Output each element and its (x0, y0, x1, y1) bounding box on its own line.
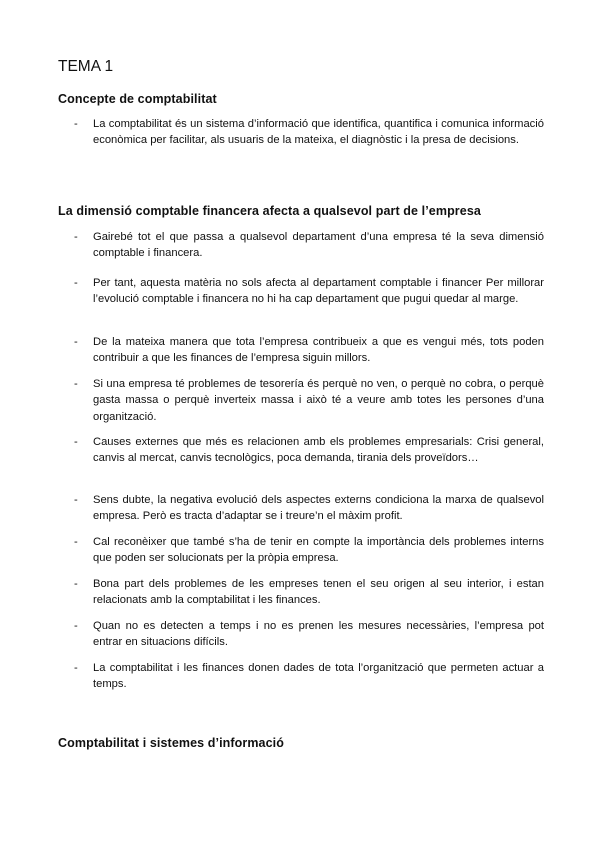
bullet-dash: - (74, 118, 78, 130)
list-item (74, 334, 544, 367)
list-item (74, 434, 544, 467)
list-item (74, 618, 544, 651)
bullet-dash: - (74, 662, 78, 674)
bullet-dash: - (74, 578, 78, 590)
section-heading-sistemes: Comptabilitat i sistemes d’informació (58, 736, 284, 750)
list-item-text: Per tant, aquesta matèria no sols afecta al departament comptable i financer Per millorar l’evolució comptable i financera no hi ha cap departament que pugui quedar al marge. (93, 277, 544, 306)
list-item-text: Sens dubte, la negativa evolució dels aspectes externs condiciona la marxa de qualsevol empresa. Però es tracta d’adaptar se i treure’n el màxim profit. (93, 494, 544, 523)
page-title: TEMA 1 (58, 58, 114, 75)
list-item (74, 492, 544, 525)
list-item (74, 229, 544, 262)
list-item-text: Si una empresa té problemes de tesorería és perquè no ven, o perquè no cobra, o perquè gasta massa o perquè inverteix massa i això té a veure amb totes les persones d’una organització. (93, 378, 544, 423)
list-item-text: Causes externes que més es relacionen amb els problemes empresarials: Crisi general, canvis al mercat, canvis tecnològics, poca demanda, tirania dels proveïdors… (93, 436, 544, 465)
list-item-text: La comptabilitat és un sistema d’informació que identifica, quantifica i comunica informació econòmica per facilitar, als usuaris de la mateixa, el diagnòstic i la presa de decisions. (93, 118, 544, 147)
list-item-text: Cal reconèixer que també s’ha de tenir en compte la importància dels problemes interns que poden ser solucionats per la pròpia empresa. (93, 536, 544, 565)
section-heading-dimensio: La dimensió comptable financera afecta a qualsevol part de l’empresa (58, 204, 481, 218)
list-item (74, 275, 544, 308)
list-item-text: De la mateixa manera que tota l’empresa contribueix a que es vengui més, tots poden contribuir a que les finances de l’empresa siguin millors. (93, 336, 544, 365)
list-item (74, 116, 544, 149)
bullet-dash: - (74, 436, 78, 448)
list-item (74, 376, 544, 425)
list-item-text: Gairebé tot el que passa a qualsevol departament d’una empresa té la seva dimensió comptable i financera. (93, 231, 544, 260)
list-item-text: Bona part dels problemes de les empreses tenen el seu origen al seu interior, i estan relacionats amb la comptabilitat i les finances. (93, 578, 544, 607)
section-heading-concepte: Concepte de comptabilitat (58, 92, 217, 106)
bullet-dash: - (74, 231, 78, 243)
bullet-dash: - (74, 336, 78, 348)
list-item (74, 660, 544, 693)
bullet-dash: - (74, 536, 78, 548)
list-item (74, 576, 544, 609)
bullet-dash: - (74, 277, 78, 289)
list-item (74, 534, 544, 567)
list-item-text: Quan no es detecten a temps i no es prenen les mesures necessàries, l’empresa pot entrar en situacions difícils. (93, 620, 544, 649)
list-item-text: La comptabilitat i les finances donen dades de tota l’organització que permeten actuar a temps. (93, 662, 544, 691)
bullet-dash: - (74, 378, 78, 390)
bullet-dash: - (74, 620, 78, 632)
bullet-dash: - (74, 494, 78, 506)
